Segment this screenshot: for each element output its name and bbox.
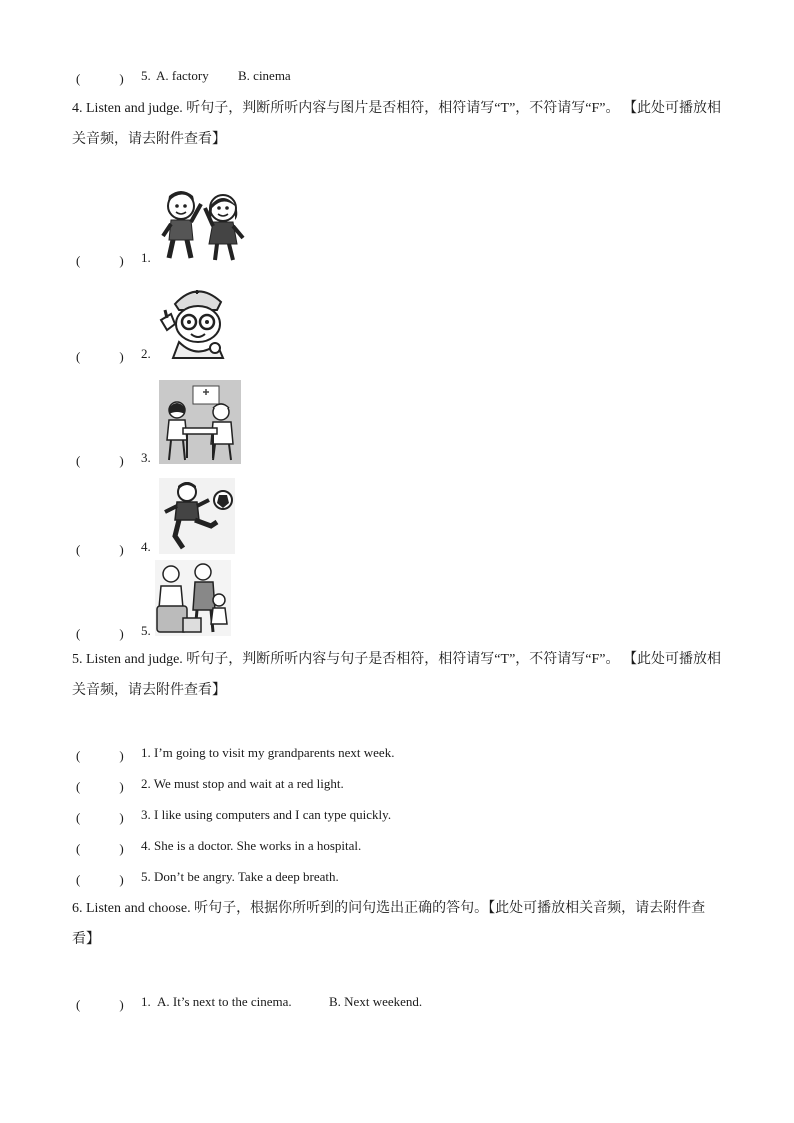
boy-kicking-ball-icon <box>159 478 235 554</box>
answer-blank[interactable]: ( ) <box>76 253 124 268</box>
item-number: 2. <box>141 346 151 361</box>
two-children-waving-icon <box>157 186 249 262</box>
option-b: B. Next weekend. <box>329 994 423 1009</box>
option-a: A. It’s next to the cinema. <box>157 994 292 1009</box>
sentence: 3. I like using computers and I can type quickly. <box>141 807 392 822</box>
item-number: 5. <box>141 68 151 83</box>
option-a: A. factory <box>156 68 209 83</box>
sentence: 5. Don’t be angry. Take a deep breath. <box>141 869 339 884</box>
answer-blank[interactable]: ( ) <box>76 841 124 856</box>
q4-instruction: 4. Listen and judge. 听句子，判断所听内容与图片是否相符，相符请写“T”，不符请写“F”。 【此处可播放相关音频，请去附件查看】 <box>72 101 722 147</box>
family-with-luggage-icon <box>155 560 231 636</box>
q5-instruction: 5. Listen and judge. 听句子，判断所听内容与句子是否相符，相符请写“T”，不符请写“F”。 【此处可播放相关音频，请去附件查看】 <box>72 652 722 698</box>
answer-blank[interactable]: ( ) <box>76 748 124 763</box>
doctor-thumbs-up-icon <box>157 280 237 360</box>
option-b: B. cinema <box>238 68 291 83</box>
doctor-patient-desk-icon <box>159 380 241 464</box>
sentence: 1. I’m going to visit my grandparents next week. <box>141 745 395 760</box>
item-number: 1. <box>141 994 151 1009</box>
answer-blank[interactable]: ( ) <box>76 453 124 468</box>
answer-blank[interactable]: ( ) <box>76 626 124 641</box>
answer-blank[interactable]: ( ) <box>76 997 124 1012</box>
answer-blank[interactable]: ( ) <box>76 779 124 794</box>
item-number: 5. <box>141 623 151 638</box>
q6-instruction: 6. Listen and choose. 听句子，根据你所听到的问句选出正确的答句。【此处可播放相关音频，请去附件查看】 <box>72 901 706 947</box>
item-number: 4. <box>141 539 151 554</box>
item-number: 3. <box>141 450 151 465</box>
answer-blank[interactable]: ( ) <box>76 542 124 557</box>
sentence: 4. She is a doctor. She works in a hospital. <box>141 838 362 853</box>
answer-blank[interactable]: ( ) <box>76 71 124 86</box>
item-number: 1. <box>141 250 151 265</box>
answer-blank[interactable]: ( ) <box>76 810 124 825</box>
sentence: 2. We must stop and wait at a red light. <box>141 776 344 791</box>
answer-blank[interactable]: ( ) <box>76 349 124 364</box>
answer-blank[interactable]: ( ) <box>76 872 124 887</box>
